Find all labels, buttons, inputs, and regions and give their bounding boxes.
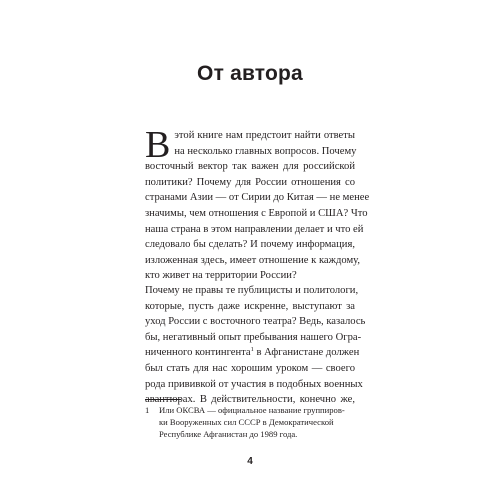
paragraph-intro [145,124,370,284]
paragraph-line-with-footnote [145,345,360,361]
paragraph-line: этой книге нам предстоит найти ответы [174,130,355,141]
footnote-line: ки Вооруженных сил СССР в Демократической [159,417,334,427]
paragraph-line: восточный вектор так важен для российской [145,161,355,173]
footnote [145,404,360,440]
paragraph-line: был стать для нас хорошим уроком — своего [145,362,355,374]
paragraph-line: политики? Почему для России отношения со [145,176,355,188]
drop-cap: В [145,124,171,166]
paragraph-line: на несколько главных вопросов. Почему [174,145,357,157]
paragraph-line: которые, пусть даже искренне, выступают за [145,300,355,312]
paragraph-line: бы, негативный опыт пребывания нашего Огра- [145,331,362,343]
footnote-line: Республике Афганистан до 1989 года. [159,429,298,439]
paragraph-line: авантюрах. В действительности, конечно же, [145,394,355,406]
line-text: ниченного контингента [145,347,251,359]
paragraph-line: рода прививкой от участия в подобных военных [145,378,363,390]
paragraph-line: значимы, чем отношения с Европой и США? Что [145,207,368,219]
page-number: 4 [247,456,253,467]
paragraph-line: следовало бы сделать? И почему информация, [145,239,355,251]
paragraph-second [145,283,366,408]
chapter-title: От автора [197,62,303,85]
footnote-reference[interactable]: 1 [250,346,254,354]
footnote-number: 1 [145,405,150,415]
footnote-line: Или ОКСВА — официальное название группиров- [159,405,345,415]
paragraph-line: кто живет на территории России? [145,270,297,282]
line-text: в Афганистане должен [253,347,360,359]
paragraph-line: наша страна в этом направлении делает и что ей [145,223,364,235]
paragraph-line: странами Азии — от Сирии до Китая — не менее [145,192,370,204]
paragraph-line: Почему не правы те публицисты и политологи, [145,285,359,296]
footnote-divider [145,399,181,400]
paragraph-line: изложенная здесь, имеет отношение к каждому, [145,254,361,266]
footnote-text [145,404,360,440]
paragraph-line: уход России с восточного театра? Ведь, казалось [145,316,366,328]
